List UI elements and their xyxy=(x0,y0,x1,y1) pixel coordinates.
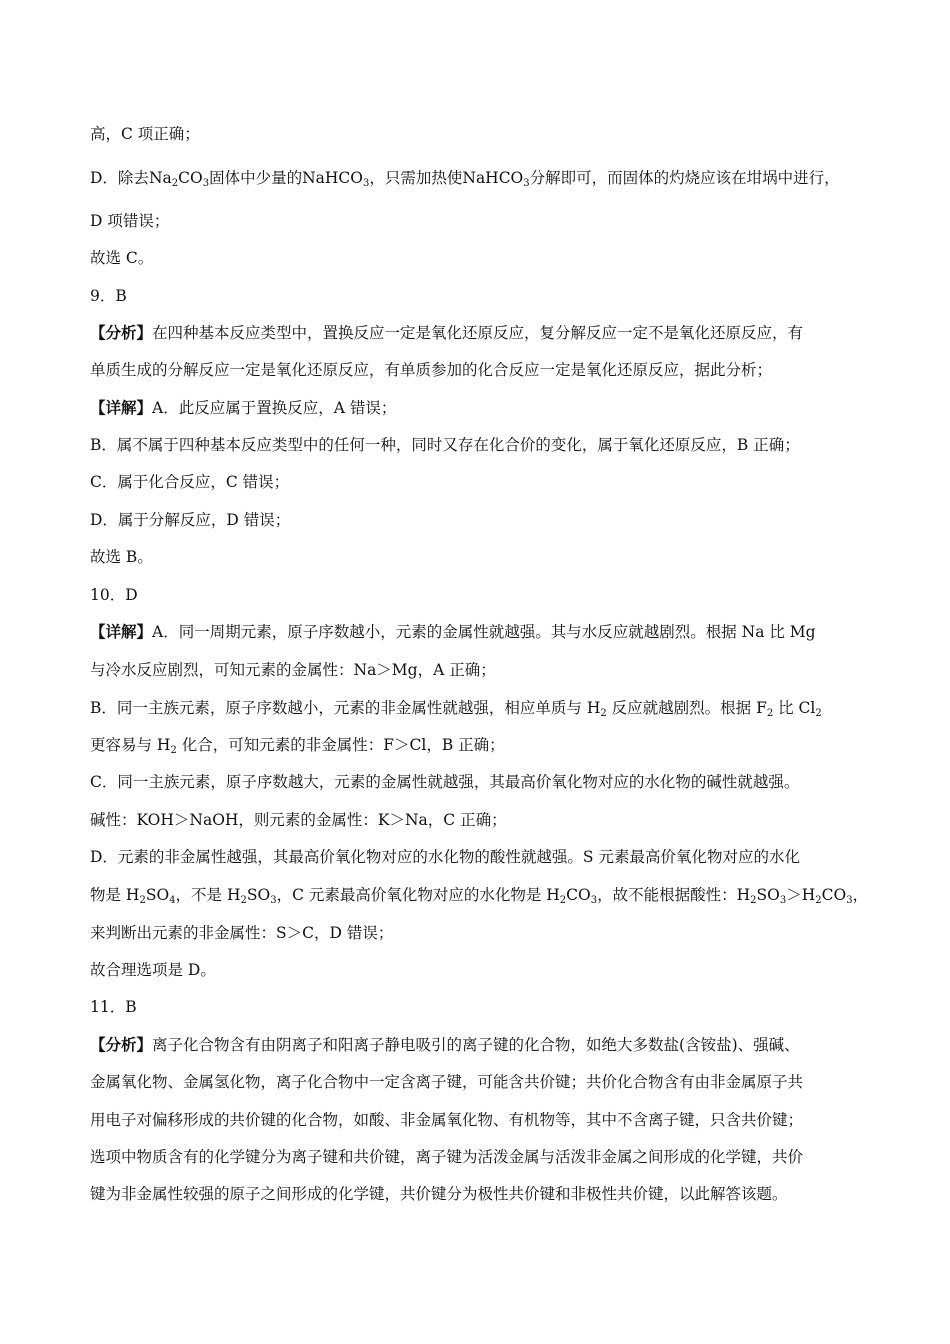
text-line xyxy=(90,1183,870,1205)
subscript: 3 xyxy=(590,895,598,906)
line-text: D．属于分解反应，D 错误； xyxy=(90,511,291,529)
text-line xyxy=(90,322,870,344)
line-text: A．此反应属于置换反应，A 错误； xyxy=(152,399,397,417)
text-line xyxy=(90,659,870,681)
subscript: 2 xyxy=(815,708,822,719)
subscript: 3 xyxy=(846,895,853,906)
line-text: 比 Cl xyxy=(773,699,816,717)
text-line xyxy=(90,621,870,643)
subscript: 2 xyxy=(171,178,179,189)
line-text: 分解即可，而固体的灼烧应该在坩埚中进行， xyxy=(529,169,840,187)
text-line xyxy=(90,697,870,719)
formula-text: NaHCO xyxy=(302,169,363,187)
formula-text: Na xyxy=(148,169,172,187)
text-line xyxy=(90,210,870,232)
line-text: 离子化合物含有由阴离子和阳离子静电吸引的离子键的化合物，如绝大多数盐(含铵盐)、强碱、 xyxy=(152,1036,800,1054)
text-line xyxy=(90,734,870,756)
section-tag: 【详解】 xyxy=(90,398,153,417)
line-text: ， xyxy=(852,886,869,904)
subscript: 3 xyxy=(202,178,210,189)
text-line xyxy=(90,1146,870,1168)
answer-number xyxy=(90,996,870,1018)
text-line xyxy=(90,434,870,456)
line-text: 键为非金属性较强的原子之间形成的化学键，共价键分为极性共价键和非极性共价键，以此解答该题。 xyxy=(90,1185,788,1203)
line-text: SO xyxy=(756,886,780,904)
subscript: 2 xyxy=(815,895,822,906)
line-text: 故选 B。 xyxy=(90,548,153,566)
subscript: 4 xyxy=(169,895,176,906)
text-line xyxy=(90,1109,870,1131)
line-text: 与冷水反应剧烈，可知元素的金属性：Na＞Mg，A 正确； xyxy=(90,661,496,679)
text-line xyxy=(90,771,870,793)
subscript: 2 xyxy=(139,895,146,906)
text-line xyxy=(90,509,870,531)
line-text: A．同一周期元素，原子序数越小，元素的金属性就越强。其与水反应就越剧烈。根据 Na 比 Mg xyxy=(152,623,816,641)
line-text: ，不是 H xyxy=(175,886,241,904)
text-line xyxy=(90,1071,870,1093)
text-line xyxy=(90,471,870,493)
line-text: 10．D xyxy=(90,586,138,604)
subscript: 3 xyxy=(779,895,787,906)
line-text: 单质生成的分解反应一定是氧化还原反应，有单质参加的化合反应一定是氧化还原反应，据此分析； xyxy=(90,361,773,379)
formula-text: CO xyxy=(178,169,203,187)
answer-number xyxy=(90,285,870,307)
line-text: CO xyxy=(566,886,591,904)
subscript: 2 xyxy=(766,708,774,719)
subscript: 2 xyxy=(559,895,567,906)
text-line xyxy=(90,247,870,269)
line-text: ，只需加热使 xyxy=(369,169,463,187)
text-line xyxy=(90,884,870,906)
subscript: 3 xyxy=(270,895,277,906)
subscript: 3 xyxy=(362,178,370,189)
subscript: 2 xyxy=(170,745,177,756)
line-text: D 项错误； xyxy=(90,212,170,230)
text-line xyxy=(90,167,870,189)
line-text: D．除去 xyxy=(90,169,149,187)
text-line xyxy=(90,123,870,145)
line-text: 故选 C。 xyxy=(90,249,154,267)
text-line xyxy=(90,546,870,568)
line-text: 固体中少量的 xyxy=(209,169,303,187)
line-text: CO xyxy=(821,886,847,904)
line-text: ＞H xyxy=(786,886,816,904)
line-text: 用电子对偏移形成的共价键的化合物，如酸、非金属氧化物、有机物等，其中不含离子键，只含共价键； xyxy=(90,1111,804,1129)
line-text: D．元素的非金属性越强，其最高价氧化物对应的水化物的酸性就越强。S 元素最高价氧化物对应的水化 xyxy=(90,848,800,866)
text-line xyxy=(90,959,870,981)
text-line xyxy=(90,846,870,868)
line-text: 金属氧化物、金属氢化物，离子化合物中一定含离子键，可能含共价键；共价化合物含有由非金属原子共 xyxy=(90,1073,804,1091)
line-text: 化合，可知元素的非金属性：F＞Cl，B 正确； xyxy=(176,736,505,754)
formula-text: NaHCO xyxy=(462,169,524,187)
line-text: B．同一主族元素，原子序数越小，元素的非金属性就越强，相应单质与 H xyxy=(90,699,601,717)
text-line xyxy=(90,922,870,944)
line-text: C．属于化合反应，C 错误； xyxy=(90,473,290,491)
subscript: 2 xyxy=(240,895,247,906)
line-text: SO xyxy=(246,886,271,904)
line-text: SO xyxy=(145,886,170,904)
text-line xyxy=(90,359,870,381)
section-tag: 【分析】 xyxy=(90,1035,153,1054)
line-text: ，C 元素最高价氧化物对应的水化物是 H xyxy=(276,886,560,904)
section-tag: 【详解】 xyxy=(90,622,153,641)
line-text: 碱性：KOH＞NaOH，则元素的金属性：K＞Na，C 正确； xyxy=(90,811,507,829)
line-text: 9．B xyxy=(90,287,127,305)
text-line xyxy=(90,809,870,831)
line-text: 11．B xyxy=(90,998,137,1016)
answer-number xyxy=(90,584,870,606)
subscript: 2 xyxy=(750,895,757,906)
text-line xyxy=(90,397,870,419)
line-text: B．属不属于四种基本反应类型中的任何一种，同时又存在化合价的变化，属于氧化还原反应，B 正确； xyxy=(90,436,800,454)
line-text: 物是 H xyxy=(90,886,140,904)
section-tag: 【分析】 xyxy=(90,323,153,342)
text-line xyxy=(90,1034,870,1056)
line-text: 更容易与 H xyxy=(90,736,171,754)
subscript: 3 xyxy=(523,178,530,189)
line-text: 来判断出元素的非金属性：S＞C，D 错误； xyxy=(90,924,394,942)
line-text: ，故不能根据酸性：H xyxy=(597,886,751,904)
line-text: 在四种基本反应类型中，置换反应一定是氧化还原反应，复分解反应一定不是氧化还原反应，有 xyxy=(152,324,804,342)
line-text: 高，C 项正确； xyxy=(90,125,200,143)
subscript: 2 xyxy=(600,708,607,719)
line-text: C．同一主族元素，原子序数越大，元素的金属性就越强，其最高价氧化物对应的水化物的碱性就越强。 xyxy=(90,773,800,791)
line-text: 反应就越剧烈。根据 F xyxy=(606,699,767,717)
line-text: 故合理选项是 D。 xyxy=(90,961,216,979)
line-text: 选项中物质含有的化学键分为离子键和共价键，离子键为活泼金属与活泼非金属之间形成的化学键，共价 xyxy=(90,1148,804,1166)
